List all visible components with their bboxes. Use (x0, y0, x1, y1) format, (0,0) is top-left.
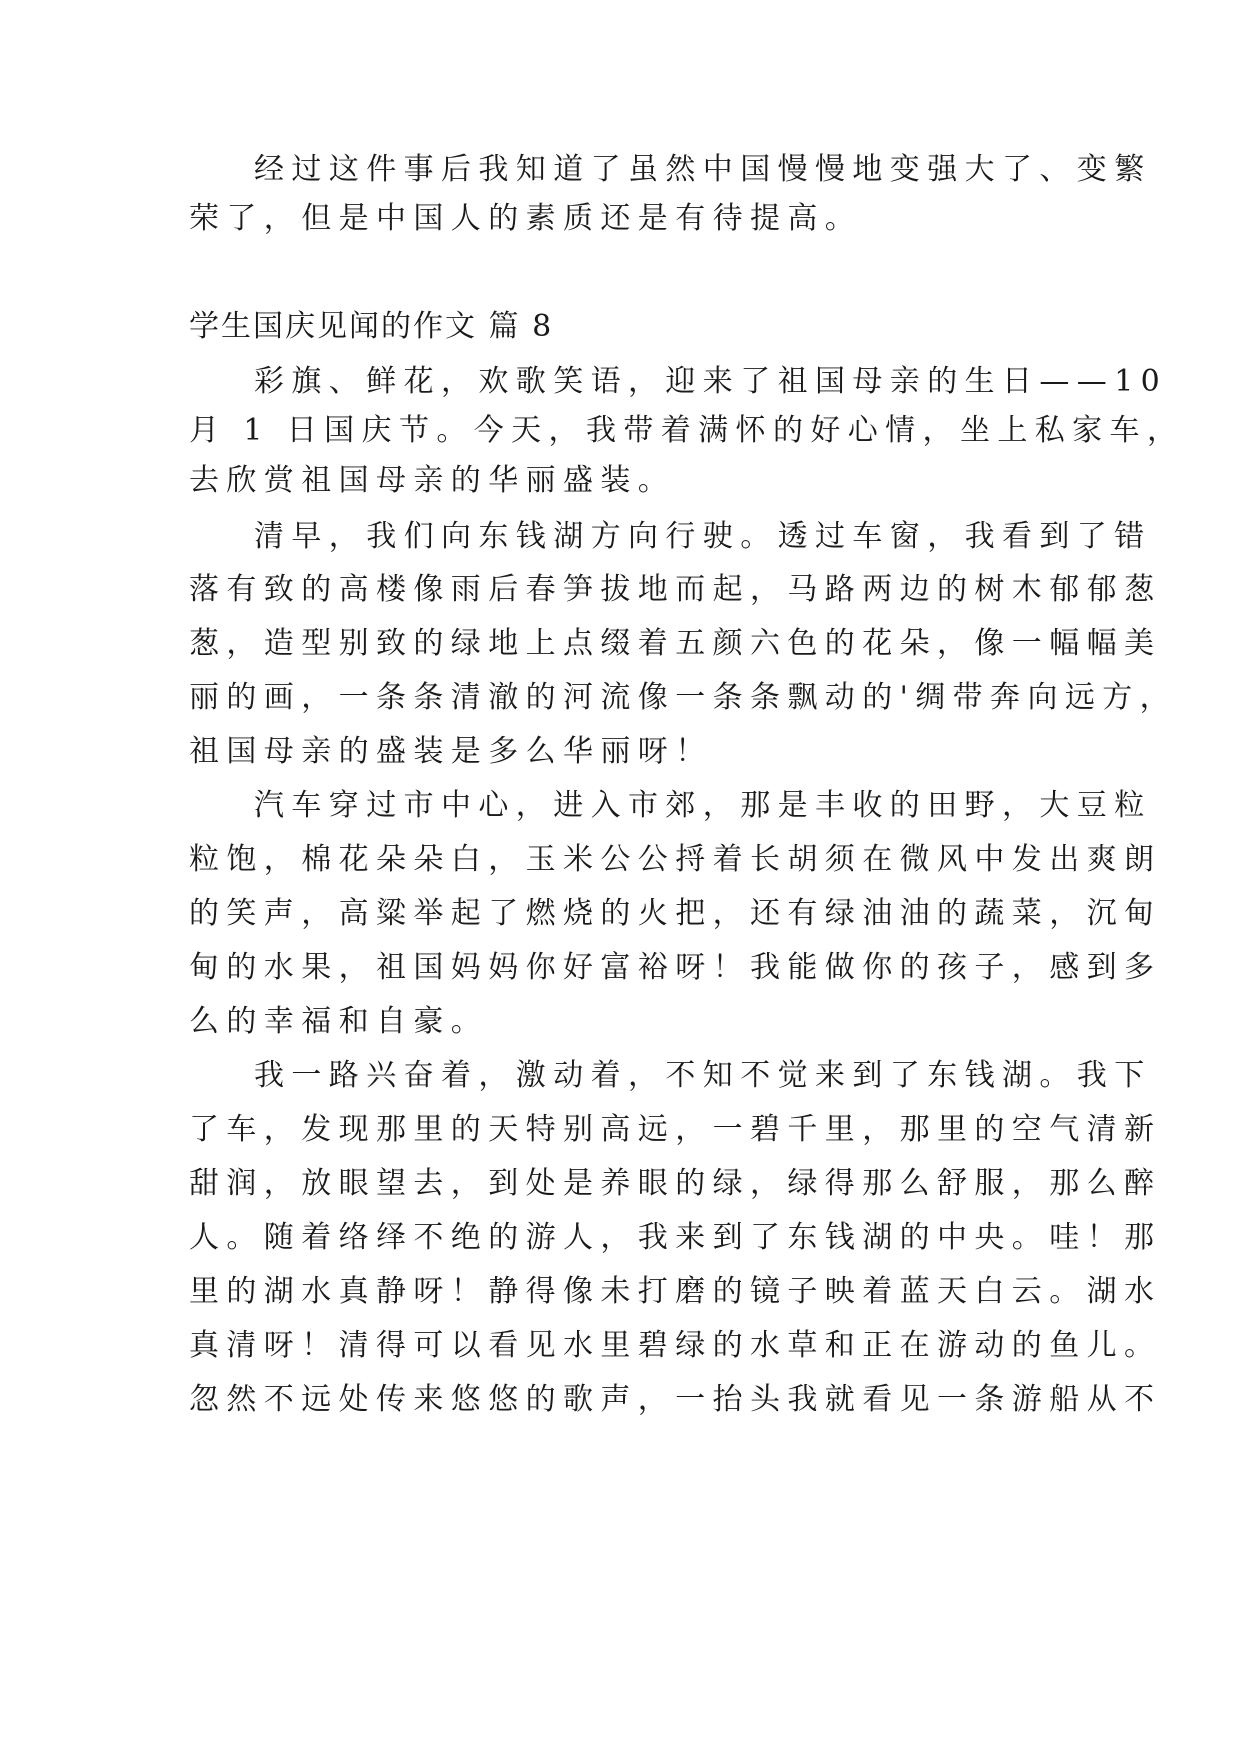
paragraph-line: 祖国母亲的盛装是多么华丽呀！ (189, 734, 713, 769)
paragraph-line: 我一路兴奋着，激动着，不知不觉来到了东钱湖。我下 (254, 1058, 1152, 1093)
paragraph-line: 清早，我们向东钱湖方向行驶。透过车窗，我看到了错 (254, 519, 1152, 554)
paragraph-line: 忽然不远处传来悠悠的歌声，一抬头我就看见一条游船从不 (189, 1382, 1162, 1417)
paragraph-line: 葱，造型别致的绿地上点缀着五颜六色的花朵，像一幅幅美 (189, 626, 1162, 661)
paragraph-line: 人。随着络绎不绝的游人，我来到了东钱湖的中央。哇！那 (189, 1220, 1162, 1255)
section-heading: 学生国庆见闻的作文 篇 8 (189, 309, 554, 344)
paragraph-line: 去欣赏祖国母亲的华丽盛装。 (189, 463, 676, 498)
paragraph-line: 落有致的高楼像雨后春笋拔地而起，马路两边的树木郁郁葱 (189, 572, 1162, 607)
paragraph-line: 真清呀！清得可以看见水里碧绿的水草和正在游动的鱼儿。 (189, 1328, 1162, 1363)
paragraph-line: 甜润，放眼望去，到处是养眼的绿，绿得那么舒服，那么醉 (189, 1166, 1162, 1201)
paragraph-line: 甸的水果，祖国妈妈你好富裕呀！我能做你的孩子，感到多 (189, 950, 1162, 985)
paragraph-line: 么的幸福和自豪。 (189, 1004, 489, 1039)
paragraph-line: 粒饱，棉花朵朵白，玉米公公捋着长胡须在微风中发出爽朗 (189, 842, 1162, 877)
paragraph-line: 荣了，但是中国人的素质还是有待提高。 (189, 201, 863, 236)
paragraph-line: 汽车穿过市中心，进入市郊，那是丰收的田野，大豆粒 (254, 788, 1152, 823)
paragraph-line: 彩旗、鲜花，欢歌笑语，迎来了祖国母亲的生日——10 (254, 364, 1168, 399)
paragraph-line: 月 1 日国庆节。今天，我带着满怀的好心情，坐上私家车， (189, 413, 1185, 448)
paragraph-line: 的笑声，高粱举起了燃烧的火把，还有绿油油的蔬菜，沉甸 (189, 896, 1162, 931)
paragraph-line: 丽的画，一条条清澈的河流像一条条飘动的'绸带奔向远方， (189, 680, 1178, 715)
paragraph-line: 经过这件事后我知道了虽然中国慢慢地变强大了、变繁 (254, 152, 1152, 187)
paragraph-line: 里的湖水真静呀！静得像未打磨的镜子映着蓝天白云。湖水 (189, 1274, 1162, 1309)
paragraph-line: 了车，发现那里的天特别高远，一碧千里，那里的空气清新 (189, 1112, 1162, 1147)
